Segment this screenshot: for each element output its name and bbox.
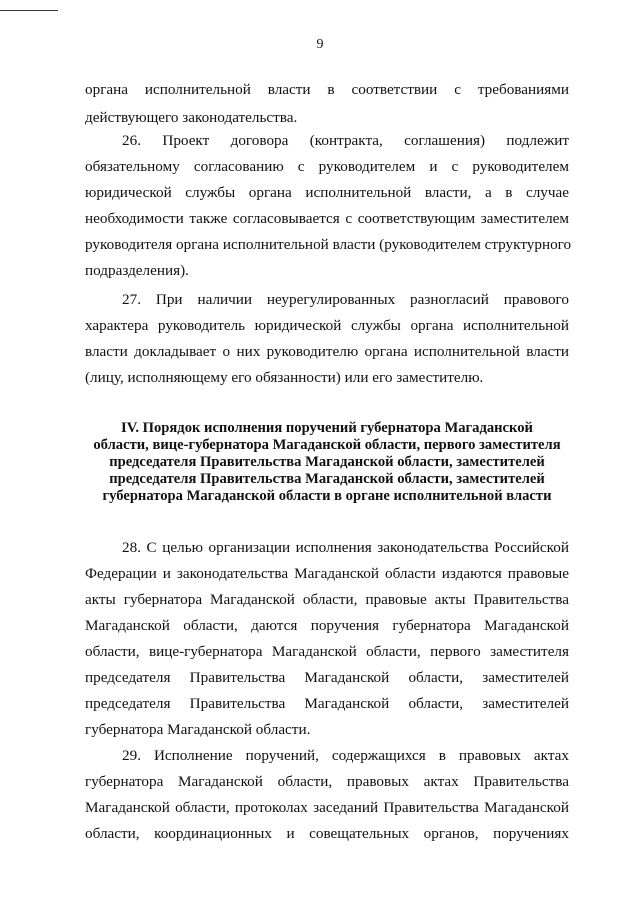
paragraph-line: подразделения). xyxy=(85,262,189,279)
paragraph-line: председателя Правительства Магаданской области, заместителей xyxy=(85,695,569,712)
paragraph-line: действующего законодательства. xyxy=(85,109,298,126)
paragraph-line: председателя Правительства Магаданской области, заместителей xyxy=(85,669,569,686)
section-heading-line: губернатора Магаданской области в органе исполнительной власти xyxy=(102,488,552,504)
paragraph-26-first-line: 26. Проект договора (контракта, соглашения) подлежит xyxy=(122,132,569,149)
paragraph-line: руководителя органа исполнительной власти (руководителем структурного xyxy=(85,236,572,253)
paragraph-line: губернатора Магаданской области. xyxy=(85,721,311,738)
paragraph-line: области, координационных и совещательных органов, поручениях xyxy=(85,825,569,842)
paragraph-line: обязательному согласованию с руководителем и с руководителем xyxy=(85,158,569,175)
paragraph-line: характера руководитель юридической службы органа исполнительной xyxy=(85,317,569,334)
paragraph-27-first-line: 27. При наличии неурегулированных разногласий правового xyxy=(122,291,569,308)
paragraph-line: необходимости также согласовывается с соответствующим заместителем xyxy=(85,210,569,227)
paragraph-line: власти докладывает о них руководителю органа исполнительной власти xyxy=(85,343,569,360)
page-number: 9 xyxy=(316,37,324,52)
paragraph-line: губернатора Магаданской области, правовых актах Правительства xyxy=(85,773,569,790)
paragraph-line: Магаданской области, протоколах заседаний Правительства Магаданской xyxy=(85,799,569,816)
section-heading-line: области, вице-губернатора Магаданской области, первого заместителя xyxy=(93,437,561,453)
section-heading-line: председателя Правительства Магаданской области, заместителей xyxy=(109,471,545,487)
paragraph-line: акты губернатора Магаданской области, правовые акты Правительства xyxy=(85,591,569,608)
top-rule-line xyxy=(0,10,58,11)
paragraph-line: области, вице-губернатора Магаданской области, первого заместителя xyxy=(85,643,569,660)
paragraph-29-first-line: 29. Исполнение поручений, содержащихся в правовых актах xyxy=(122,747,569,764)
paragraph-line: органа исполнительной власти в соответствии с требованиями xyxy=(85,81,569,98)
paragraph-line: Магаданской области, даются поручения губернатора Магаданской xyxy=(85,617,569,634)
paragraph-28-first-line: 28. С целью организации исполнения законодательства Российской xyxy=(122,539,569,556)
section-heading-line: председателя Правительства Магаданской области, заместителей xyxy=(109,454,545,470)
section-heading-line: IV. Порядок исполнения поручений губернатора Магаданской xyxy=(121,420,533,436)
paragraph-line: Федерации и законодательства Магаданской области издаются правовые xyxy=(85,565,569,582)
paragraph-line: (лицу, исполняющему его обязанности) или его заместителю. xyxy=(85,369,484,386)
paragraph-line: юридической службы органа исполнительной власти, а в случае xyxy=(85,184,569,201)
